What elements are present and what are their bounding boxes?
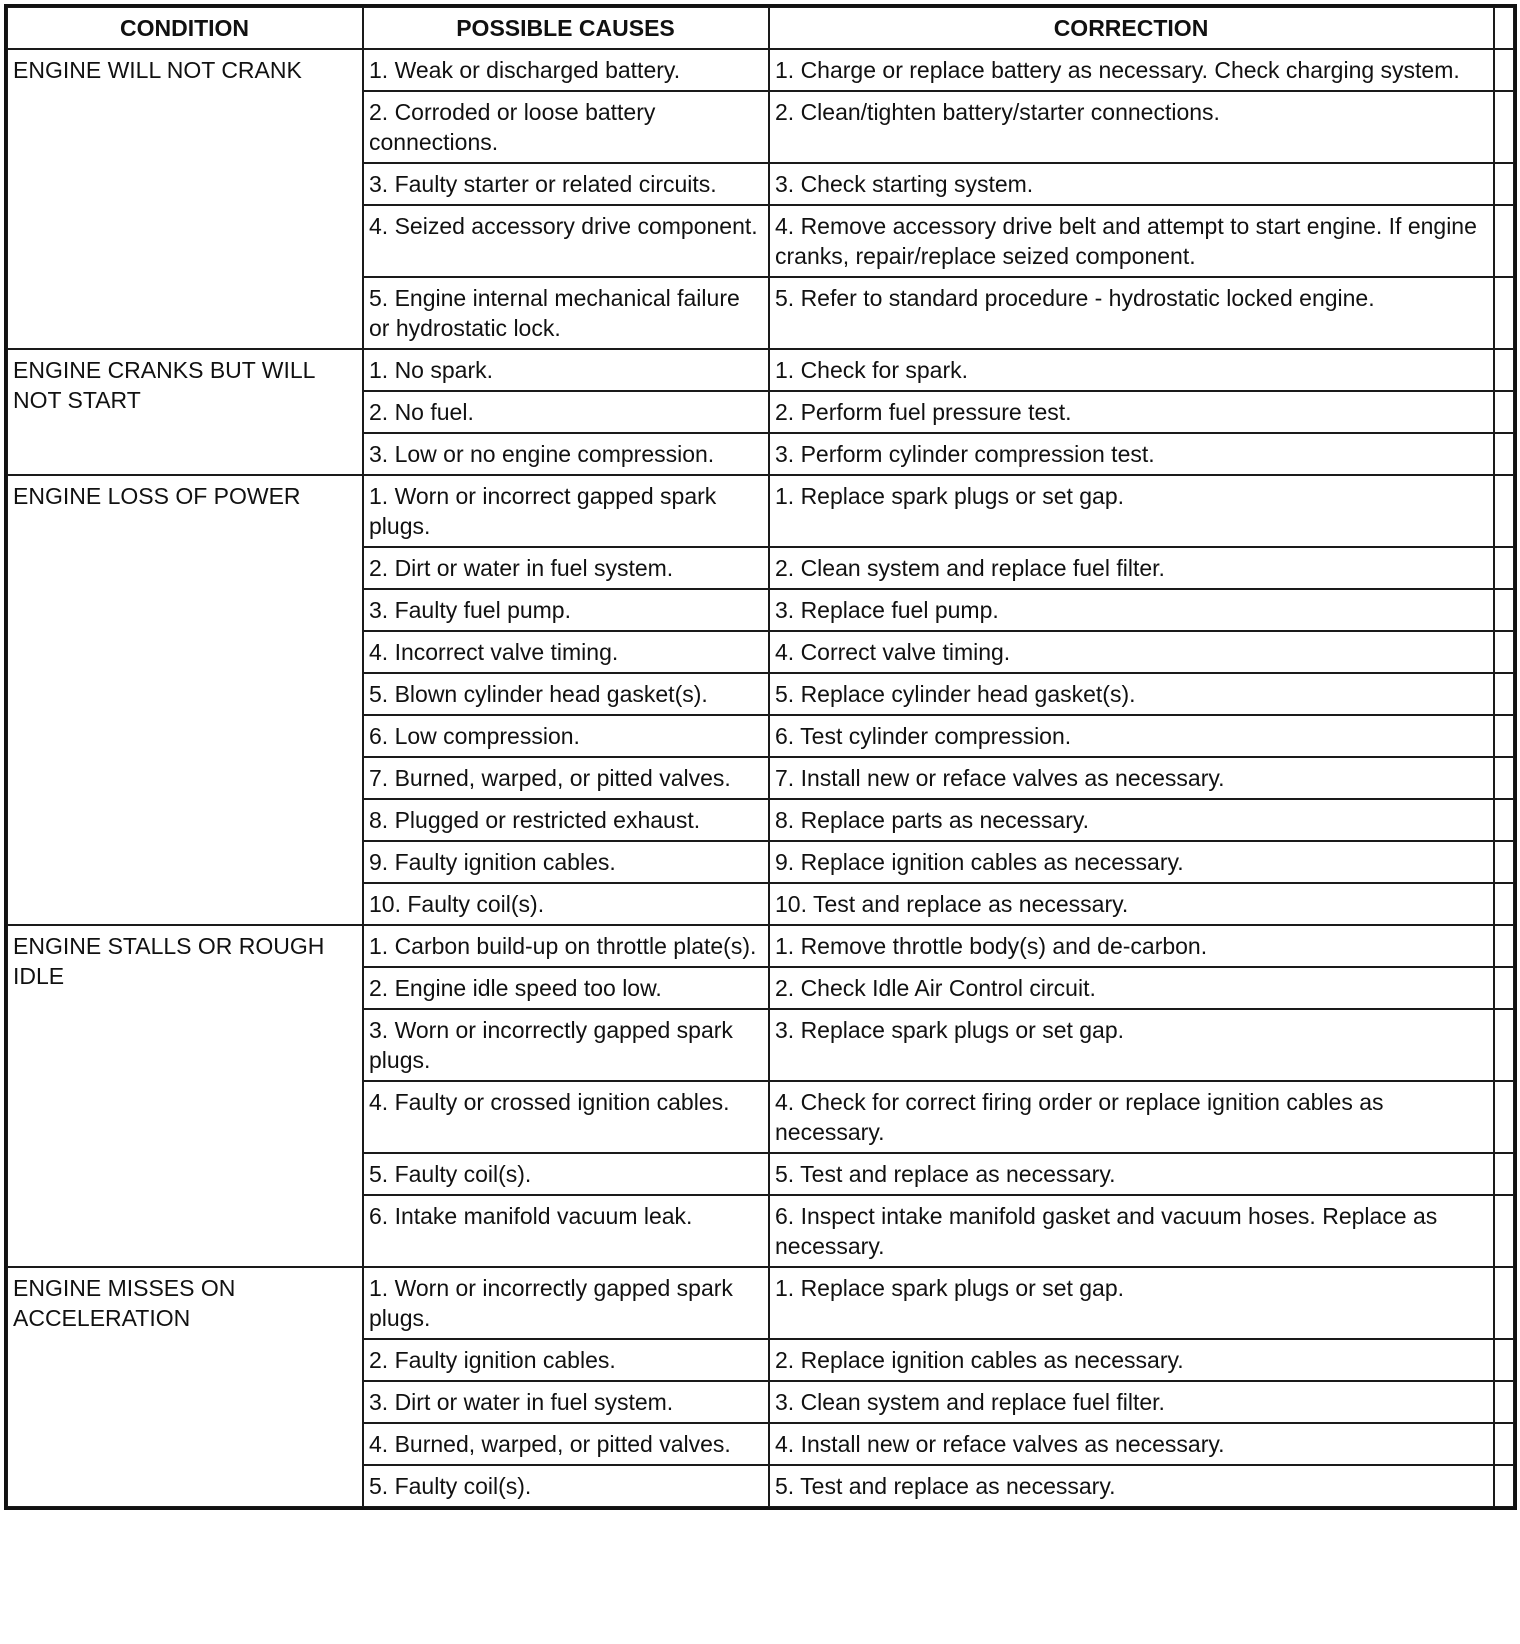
possible-cause-cell: 3. Faulty fuel pump. xyxy=(363,589,769,631)
row-spacer xyxy=(1494,673,1514,715)
possible-cause-cell: 5. Blown cylinder head gasket(s). xyxy=(363,673,769,715)
possible-cause-cell: 1. Weak or discharged battery. xyxy=(363,49,769,91)
row-spacer xyxy=(1494,433,1514,475)
correction-cell: 9. Replace ignition cables as necessary. xyxy=(769,841,1494,883)
possible-cause-cell: 3. Dirt or water in fuel system. xyxy=(363,1381,769,1423)
possible-cause-cell: 4. Seized accessory drive component. xyxy=(363,205,769,277)
correction-cell: 3. Replace spark plugs or set gap. xyxy=(769,1009,1494,1081)
row-spacer xyxy=(1494,49,1514,91)
row-spacer xyxy=(1494,163,1514,205)
possible-cause-cell: 3. Worn or incorrectly gapped spark plugs. xyxy=(363,1009,769,1081)
possible-cause-cell: 4. Faulty or crossed ignition cables. xyxy=(363,1081,769,1153)
header-row xyxy=(7,7,1514,49)
correction-cell: 6. Test cylinder compression. xyxy=(769,715,1494,757)
correction-cell: 3. Clean system and replace fuel filter. xyxy=(769,1381,1494,1423)
possible-cause-cell: 2. Faulty ignition cables. xyxy=(363,1339,769,1381)
possible-cause-cell: 2. Dirt or water in fuel system. xyxy=(363,547,769,589)
correction-cell: 2. Replace ignition cables as necessary. xyxy=(769,1339,1494,1381)
row-spacer xyxy=(1494,277,1514,349)
row-spacer xyxy=(1494,1381,1514,1423)
header-correction: CORRECTION xyxy=(769,7,1494,49)
possible-cause-cell: 1. Worn or incorrectly gapped spark plugs. xyxy=(363,1267,769,1339)
correction-cell: 1. Replace spark plugs or set gap. xyxy=(769,475,1494,547)
row-spacer xyxy=(1494,967,1514,1009)
correction-cell: 3. Check starting system. xyxy=(769,163,1494,205)
row-spacer xyxy=(1494,1267,1514,1339)
correction-cell: 1. Remove throttle body(s) and de-carbon. xyxy=(769,925,1494,967)
possible-cause-cell: 7. Burned, warped, or pitted valves. xyxy=(363,757,769,799)
correction-cell: 4. Check for correct firing order or replace ignition cables as necessary. xyxy=(769,1081,1494,1153)
row-spacer xyxy=(1494,205,1514,277)
row-spacer xyxy=(1494,589,1514,631)
possible-cause-cell: 1. Worn or incorrect gapped spark plugs. xyxy=(363,475,769,547)
correction-cell: 4. Correct valve timing. xyxy=(769,631,1494,673)
correction-cell: 1. Charge or replace battery as necessary. Check charging system. xyxy=(769,49,1494,91)
correction-cell: 5. Replace cylinder head gasket(s). xyxy=(769,673,1494,715)
possible-cause-cell: 4. Incorrect valve timing. xyxy=(363,631,769,673)
row-spacer xyxy=(1494,1195,1514,1267)
row-spacer xyxy=(1494,757,1514,799)
correction-cell: 2. Perform fuel pressure test. xyxy=(769,391,1494,433)
possible-cause-cell: 3. Low or no engine compression. xyxy=(363,433,769,475)
correction-cell: 2. Clean/tighten battery/starter connections. xyxy=(769,91,1494,163)
diagnosis-table xyxy=(6,6,1515,1508)
correction-cell: 4. Remove accessory drive belt and attempt to start engine. If engine cranks, repair/replace seized component. xyxy=(769,205,1494,277)
correction-cell: 2. Clean system and replace fuel filter. xyxy=(769,547,1494,589)
correction-cell: 10. Test and replace as necessary. xyxy=(769,883,1494,925)
condition-cell: ENGINE LOSS OF POWER xyxy=(7,475,363,925)
possible-cause-cell: 1. No spark. xyxy=(363,349,769,391)
table-row xyxy=(7,925,1514,967)
row-spacer xyxy=(1494,631,1514,673)
row-spacer xyxy=(1494,715,1514,757)
correction-cell: 5. Test and replace as necessary. xyxy=(769,1465,1494,1507)
row-spacer xyxy=(1494,1081,1514,1153)
possible-cause-cell: 2. Corroded or loose battery connections. xyxy=(363,91,769,163)
condition-cell: ENGINE MISSES ON ACCELERATION xyxy=(7,1267,363,1507)
possible-cause-cell: 5. Faulty coil(s). xyxy=(363,1153,769,1195)
row-spacer xyxy=(1494,547,1514,589)
row-spacer xyxy=(1494,799,1514,841)
diagnosis-table-body xyxy=(7,49,1514,1507)
possible-cause-cell: 1. Carbon build-up on throttle plate(s). xyxy=(363,925,769,967)
possible-cause-cell: 8. Plugged or restricted exhaust. xyxy=(363,799,769,841)
possible-cause-cell: 4. Burned, warped, or pitted valves. xyxy=(363,1423,769,1465)
header-possible-causes: POSSIBLE CAUSES xyxy=(363,7,769,49)
possible-cause-cell: 5. Faulty coil(s). xyxy=(363,1465,769,1507)
row-spacer xyxy=(1494,883,1514,925)
row-spacer xyxy=(1494,1339,1514,1381)
possible-cause-cell: 2. Engine idle speed too low. xyxy=(363,967,769,1009)
row-spacer xyxy=(1494,1423,1514,1465)
possible-cause-cell: 3. Faulty starter or related circuits. xyxy=(363,163,769,205)
correction-cell: 1. Replace spark plugs or set gap. xyxy=(769,1267,1494,1339)
correction-cell: 2. Check Idle Air Control circuit. xyxy=(769,967,1494,1009)
header-spacer xyxy=(1494,7,1514,49)
row-spacer xyxy=(1494,1465,1514,1507)
row-spacer xyxy=(1494,475,1514,547)
table-row xyxy=(7,49,1514,91)
table-row xyxy=(7,475,1514,547)
possible-cause-cell: 6. Low compression. xyxy=(363,715,769,757)
row-spacer xyxy=(1494,925,1514,967)
row-spacer xyxy=(1494,841,1514,883)
correction-cell: 3. Replace fuel pump. xyxy=(769,589,1494,631)
correction-cell: 3. Perform cylinder compression test. xyxy=(769,433,1494,475)
correction-cell: 6. Inspect intake manifold gasket and vacuum hoses. Replace as necessary. xyxy=(769,1195,1494,1267)
possible-cause-cell: 10. Faulty coil(s). xyxy=(363,883,769,925)
condition-cell: ENGINE CRANKS BUT WILL NOT START xyxy=(7,349,363,475)
possible-cause-cell: 9. Faulty ignition cables. xyxy=(363,841,769,883)
correction-cell: 5. Test and replace as necessary. xyxy=(769,1153,1494,1195)
row-spacer xyxy=(1494,91,1514,163)
condition-cell: ENGINE STALLS OR ROUGH IDLE xyxy=(7,925,363,1267)
correction-cell: 1. Check for spark. xyxy=(769,349,1494,391)
row-spacer xyxy=(1494,1153,1514,1195)
header-condition: CONDITION xyxy=(7,7,363,49)
correction-cell: 8. Replace parts as necessary. xyxy=(769,799,1494,841)
row-spacer xyxy=(1494,349,1514,391)
correction-cell: 5. Refer to standard procedure - hydrostatic locked engine. xyxy=(769,277,1494,349)
condition-cell: ENGINE WILL NOT CRANK xyxy=(7,49,363,349)
possible-cause-cell: 6. Intake manifold vacuum leak. xyxy=(363,1195,769,1267)
correction-cell: 7. Install new or reface valves as necessary. xyxy=(769,757,1494,799)
diagnosis-page xyxy=(6,6,1513,1508)
possible-cause-cell: 5. Engine internal mechanical failure or hydrostatic lock. xyxy=(363,277,769,349)
table-row xyxy=(7,1267,1514,1339)
possible-cause-cell: 2. No fuel. xyxy=(363,391,769,433)
table-row xyxy=(7,349,1514,391)
row-spacer xyxy=(1494,391,1514,433)
row-spacer xyxy=(1494,1009,1514,1081)
correction-cell: 4. Install new or reface valves as necessary. xyxy=(769,1423,1494,1465)
